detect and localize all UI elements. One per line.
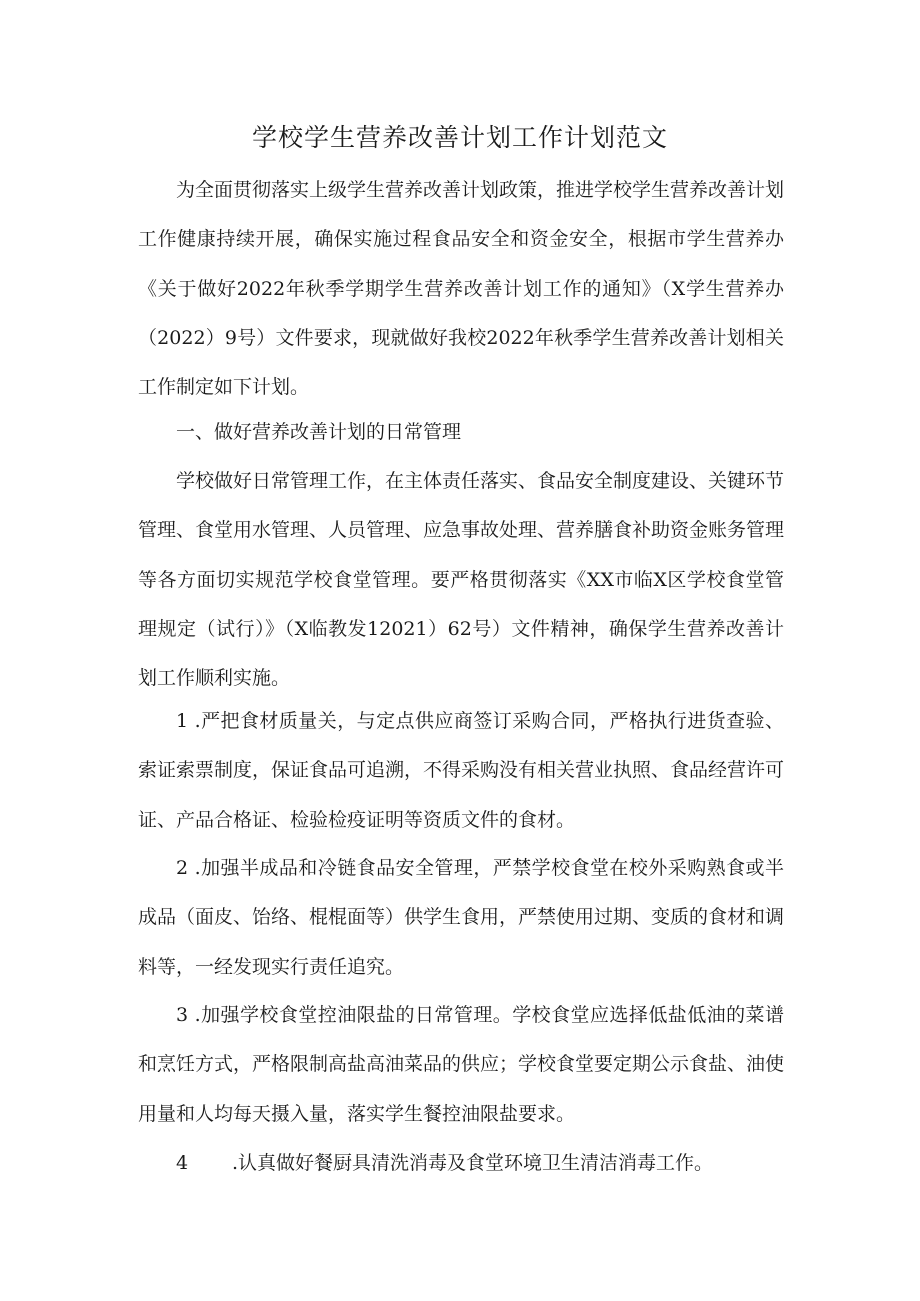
- section-heading: 一、做好营养改善计划的日常管理: [176, 421, 462, 443]
- document-title: 学校学生营养改善计划工作计划范文: [251, 123, 668, 152]
- list-item-text: .加强学校食堂控油限盐的日常管理。学校食堂应选择低盐低油的菜谱和烹饪方式，严格限制高盐高油菜品的供应；学校食堂要定期公示食盐、油使用量和人均每天摄入量，落实学生餐控油限盐要求。: [138, 1004, 785, 1125]
- intro-paragraph: 为全面贯彻落实上级学生营养改善计划政策，推进学校学生营养改善计划工作健康持续开展，确保实施过程食品安全和资金安全，根据市学生营养办《关于做好2022年秋季学期学生营养改善计划工作的通知》（X学生营养办（2022）9号）文件要求，现就做好我校2022年秋季学生营养改善计划相关工作制定如下计划。: [138, 179, 785, 399]
- list-item-text: .严把食材质量关，与定点供应商签订采购合同，严格执行进货查验、索证索票制度，保证食品可追溯，不得采购没有相关营业执照、食品经营许可证、产品合格证、检验检疫证明等资质文件的食材。: [138, 710, 785, 831]
- list-item: [138, 991, 784, 1139]
- list-item-number: 4: [176, 1152, 189, 1174]
- list-item-number: 2: [176, 857, 189, 879]
- section-body-paragraph: 学校做好日常管理工作，在主体责任落实、食品安全制度建设、关键环节管理、食堂用水管理、人员管理、应急事故处理、营养膳食补助资金账务管理等各方面切实规范学校食堂管理。要严格贯彻落实《XX市临X区学校食堂管理规定（试行）》（X临教发12021）62号）文件精神，确保学生营养改善计划工作顺利实施。: [138, 470, 785, 690]
- list-item: [138, 1139, 784, 1188]
- list-item-text: .认真做好餐厨具清洗消毒及食堂环境卫生清洁消毒工作。: [232, 1152, 714, 1174]
- list-item-text: .加强半成品和冷链食品安全管理，严禁学校食堂在校外采购熟食或半成品（面皮、饴络、棍棍面等）供学生食用，严禁使用过期、变质的食材和调料等，一经发现实行责任追究。: [138, 857, 785, 978]
- list-item: [138, 844, 784, 992]
- list-item: [138, 697, 784, 845]
- list-item-number: 1: [176, 710, 189, 732]
- list-item-number: 3: [176, 1004, 189, 1026]
